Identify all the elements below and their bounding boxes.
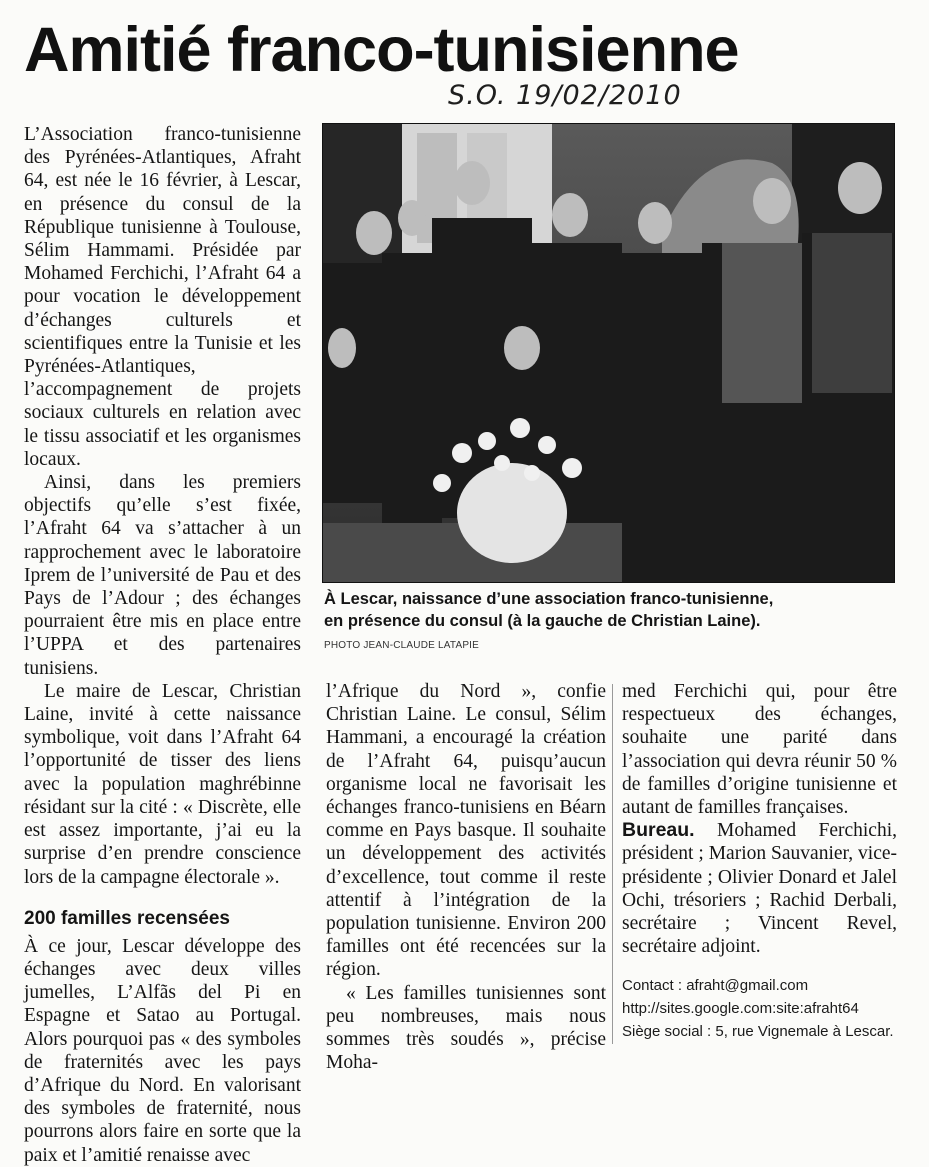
headline: Amitié franco-tunisienne: [24, 15, 739, 85]
photo-caption: [324, 588, 904, 632]
article-column-1: [24, 123, 301, 1167]
paragraph-parity: med Ferchichi qui, pour être respectueux des échanges, souhaite une parité dans l’association qui devra réunir 50 % de familles d’origine tunisienne et autant de familles françaises.: [622, 681, 897, 819]
photo-illustration: [322, 123, 895, 583]
article-column-2: [326, 680, 606, 1074]
article-column-3: [622, 680, 897, 958]
contact-address: Siège social : 5, rue Vignemale à Lescar.: [622, 1023, 894, 1040]
paragraph-quote: « Les familles tunisiennes sont peu nombreuses, mais nous sommes très soudés », précise Moha-: [326, 982, 606, 1074]
caption-line-1: À Lescar, naissance d’une association franco-tunisienne,: [324, 590, 774, 608]
paragraph-mayor: Le maire de Lescar, Christian Laine, invité à cette naissance symbolique, voit dans l’Afraht 64 l’opportunité de tisser des liens avec la population maghrébinne résidant sur la cité : « Discrète, elle est assez importante, j’ai eu la surprise d’en prendre conscience lors de la campagne électorale ».: [24, 680, 301, 888]
photo-credit: PHOTO JEAN-CLAUDE LATAPIE: [324, 640, 480, 651]
paragraph-intro: L’Association franco-tunisienne des Pyrénées-Atlantiques, Afraht 64, est née le 16 février, à Lescar, en présence du consul de la République tunisienne à Toulouse, Sélim Hammami. Présidée par Mohamed Ferchichi, l’Afraht 64 a pour vocation le développement d’échanges culturels et scientifiques entre la Tunisie et les Pyrénées-Atlantiques, l’accompagnement de projets sociaux culturels en relation avec le tissu associatif et les organismes locaux.: [24, 124, 301, 470]
handwritten-date-stamp: S.O. 19/02/2010: [448, 80, 682, 111]
contact-block: [622, 974, 902, 1043]
caption-line-2: en présence du consul (à la gauche de Christian Laine).: [324, 612, 761, 630]
contact-email: Contact : afraht@gmail.com: [622, 977, 809, 994]
subheading: 200 familles recensées: [24, 907, 230, 929]
bureau-members: Mohamed Ferchichi, président ; Marion Sauvanier, vice-présidente ; Olivier Donard et Jalel Ochi, trésoriers ; Rachid Derbali, secrétaire ; Vincent Revel, secrétaire adjoint.: [622, 820, 897, 958]
paragraph-twin-towns: À ce jour, Lescar développe des échanges avec deux villes jumelles, L’Alfãs del Pi en Espagne et Satao au Portugal. Alors pourquoi pas « des symboles de fraternités avec les pays d’Afrique du Nord. En valorisant des symboles de fraternité, nous pourrons alors faire en sorte que la paix et l’amitié renaisse avec: [24, 935, 301, 1166]
paragraph-objectives: Ainsi, dans les premiers objectifs qu’elle s’est fixée, l’Afraht 64 va s’attacher à un rapprochement avec le laboratoire Iprem de l’université de Pau et des Pays de l’Adour ; des échanges pourraient être mis en place entre l’UPPA et des partenaires tunisiens.: [24, 472, 301, 679]
column-divider: [612, 684, 613, 1044]
paragraph-bureau: [622, 819, 897, 958]
contact-website: http://sites.google.com:site:afraht64: [622, 1000, 859, 1017]
group-photo: [322, 123, 895, 583]
paragraph-consul: l’Afrique du Nord », confie Christian Laine. Le consul, Sélim Hammani, a encouragé la création de l’Afraht 64, puisqu’aucun organisme local ne favorisait les échanges franco-tunisiens en Béarn comme en Pays basque. Il souhaite un développement des activités d’excellence, tout comme il reste attentif à l’intégration de la population tunisienne. Environ 200 familles ont été recencées sur la région.: [326, 681, 606, 981]
bureau-label: Bureau.: [622, 819, 695, 842]
